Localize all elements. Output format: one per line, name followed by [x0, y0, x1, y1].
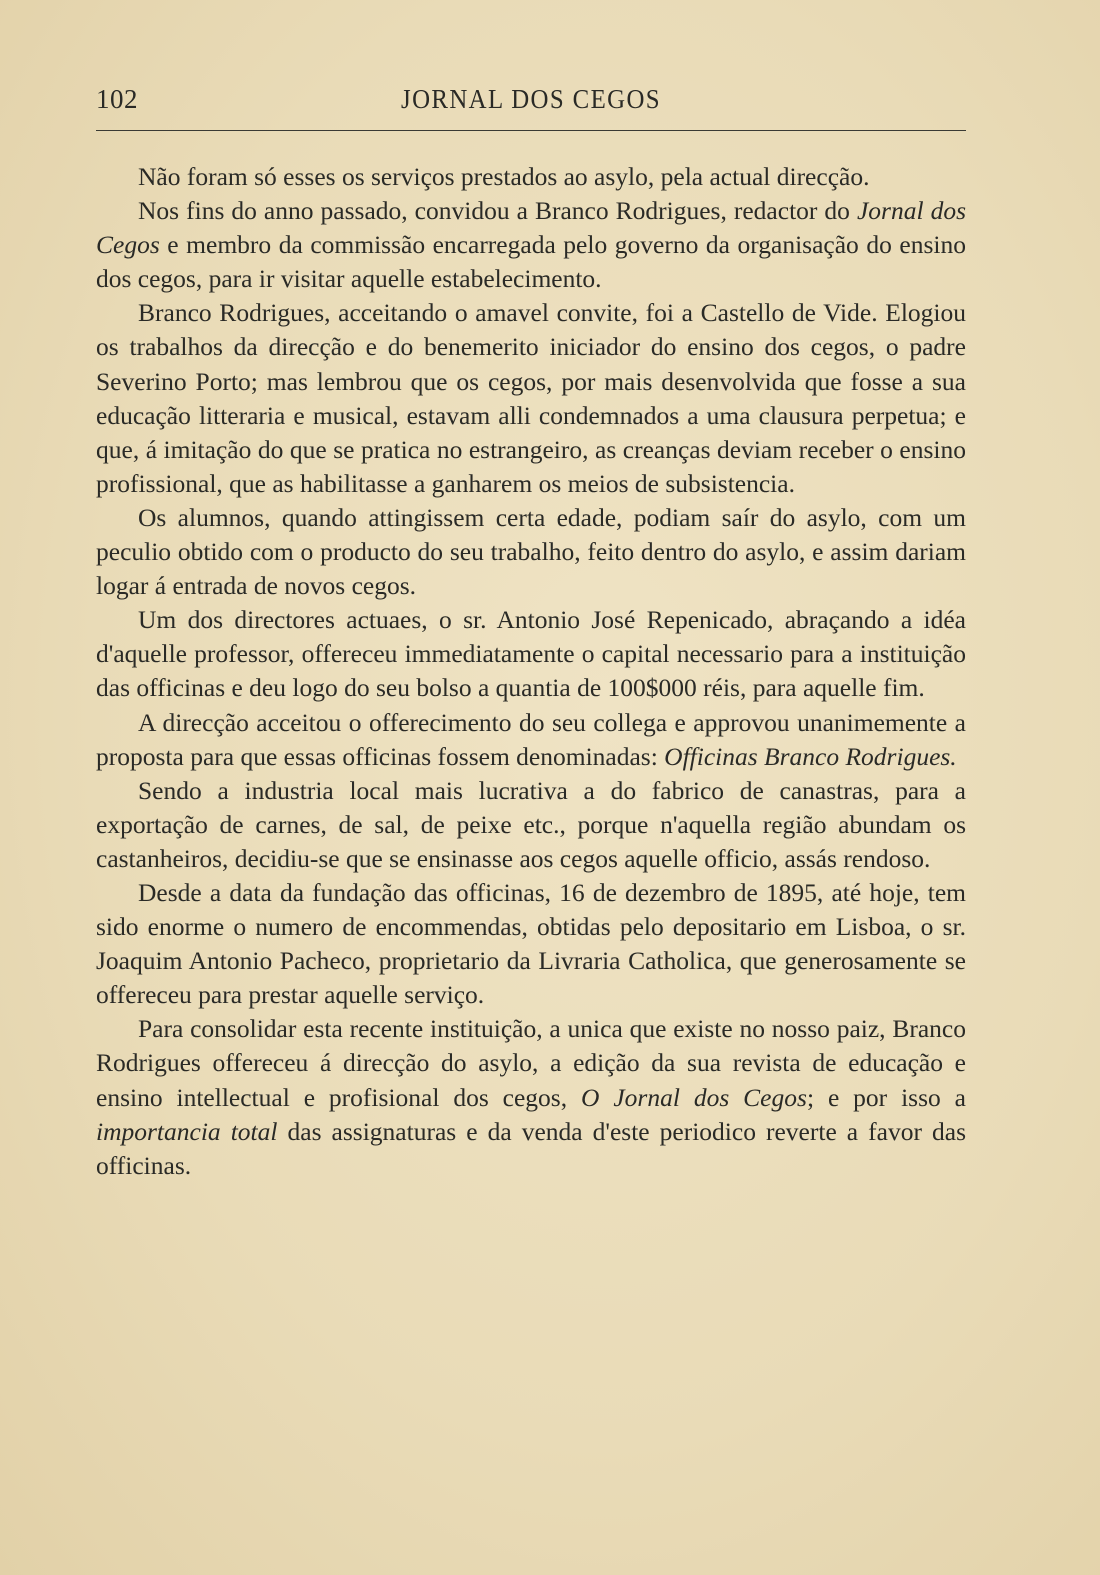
paragraph-text: das assignaturas e da venda d'este periodico reverte a favor das officinas. [96, 1116, 966, 1180]
paragraph [96, 1012, 966, 1182]
paragraph [96, 706, 966, 774]
paragraph [96, 876, 966, 1012]
journal-title-italic: O Jornal dos Cegos [581, 1082, 807, 1112]
emphasis-italic: importancia total [96, 1116, 278, 1146]
paragraph [96, 774, 966, 876]
paragraph [96, 603, 966, 705]
article-body [96, 160, 966, 1183]
paragraph-text: Um dos directores actuaes, o sr. Antonio José Repenicado, abraçando a idéa d'aquelle professor, offereceu immediatamente o capital necessario para a instituição das officinas e deu logo do seu bolso a quantia de 100$000 réis, para aquelle fim. [96, 605, 966, 703]
page-header [96, 84, 966, 124]
paragraph-text: ; e por isso a [806, 1082, 966, 1112]
paragraph [96, 194, 966, 296]
paragraph [96, 296, 966, 501]
paragraph [96, 501, 966, 603]
workshop-name-italic: Officinas Branco Rodrigues. [664, 741, 957, 771]
paragraph-text: Desde a data da fundação das officinas, 16 de dezembro de 1895, até hoje, tem sido enorme o numero de encommendas, obtidas pelo depositario em Lisboa, o sr. Joaquim Antonio Pacheco, proprietario da Livraria Catholica, que generosamente se offereceu para prestar aquelle serviço. [96, 877, 966, 1010]
paragraph-text: Para consolidar esta recente instituição, a unica que existe no nosso paiz, Branco Rodrigues offereceu á direcção do asylo, a edição da sua revista de educação e ensino intellectual e profisional dos cegos, [96, 1014, 966, 1112]
header-rule [96, 130, 966, 131]
paragraph [96, 160, 966, 194]
paragraph-text: Sendo a industria local mais lucrativa a do fabrico de canastras, para a exportação de carnes, de sal, de peixe etc., porque n'aquella região abundam os castanheiros, decidiu-se que se ensinasse aos cegos aquelle officio, assás rendoso. [96, 775, 966, 873]
paragraph-text: A direcção acceitou o offerecimento do seu collega e approvou unanimemente a proposta para que essas officinas fossem denominadas: [96, 707, 966, 771]
paragraph-text: Não foram só esses os serviços prestados ao asylo, pela actual direcção. [138, 162, 870, 191]
paragraph-text: Nos fins do anno passado, convidou a Branco Rodrigues, redactor do [138, 196, 857, 226]
page-number: 102 [96, 84, 138, 114]
paragraph-text: e membro da commissão encarregada pelo governo da organisação do ensino dos cegos, para ir visitar aquelle estabelecimento. [96, 230, 966, 294]
paragraph-text: Os alumnos, quando attingissem certa edade, podiam saír do asylo, com um peculio obtido com o producto do seu trabalho, feito dentro do asylo, e assim dariam logar á entrada de novos cegos. [96, 502, 966, 601]
paragraph-text: Branco Rodrigues, acceitando o amavel convite, foi a Castello de Vide. Elogiou os trabalhos da direcção e do benemerito iniciador do ensino dos cegos, o padre Severino Porto; mas lembrou que os cegos, por mais desenvolvida que fosse a sua educação litteraria e musical, estavam alli condemnados a uma clausura perpetua; e que, á imitação do que se pratica no estrangeiro, as creanças deviam receber o ensino profissional, que as habilitasse a ganharem os meios de subsistencia. [96, 298, 966, 498]
journal-title-italic: Jornal dos Cegos [96, 196, 967, 260]
running-title: JORNAL DOS CEGOS [401, 84, 661, 114]
